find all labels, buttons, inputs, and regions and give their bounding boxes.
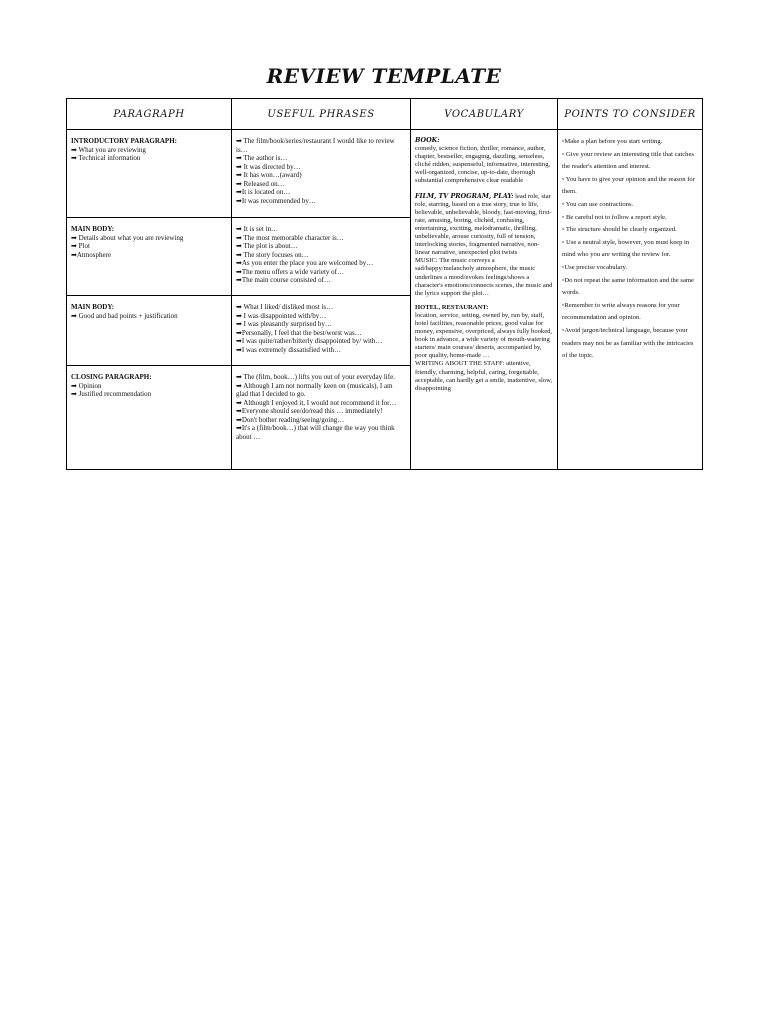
vocab-book-text: comedy, science fiction, thriller, romance, author, chapter, bestseller, engaging, dazzling, senseless, cliché ridden, suspenseful, informative, interesting, well-organized, concise, up-to-date, thorough substantial comprehensive clear readable <box>415 145 551 185</box>
header-vocabulary: VOCABULARY <box>411 99 558 130</box>
phrase-item: ➡I was extremely dissatisfied with… <box>236 345 342 354</box>
point-item: ▫ Use a neutral style, however, you must keep in mind who you are writing the review for. <box>562 238 690 259</box>
phrase-item: ➡It was recommended by… <box>236 196 316 205</box>
phrase-item: ➡Personally, I feel that the best/worst was… <box>236 328 362 337</box>
vocab-book <box>415 136 553 186</box>
table-row <box>67 130 703 218</box>
point-item: ▫Do not repeat the same information and the same words. <box>562 276 694 297</box>
phrases-cell <box>232 296 411 366</box>
paragraph-title: INTRODUCTORY PARAGRAPH: <box>71 137 177 145</box>
point-item: ▫ Be careful not to follow a report style. <box>562 213 667 221</box>
review-template-table <box>66 98 703 470</box>
phrase-item: ➡ I was disappointed with/by… <box>236 311 327 320</box>
vocab-book-label: BOOK: <box>415 136 440 144</box>
paragraph-cell <box>67 366 232 470</box>
header-useful-phrases: USEFUL PHRASES <box>232 99 411 130</box>
paragraph-title: MAIN BODY: <box>71 303 115 311</box>
phrase-item: ➡ It is set in… <box>236 225 279 233</box>
phrases-cell <box>232 366 411 470</box>
points-cell <box>558 130 703 470</box>
paragraph-item: ➡ Opinion <box>71 381 102 390</box>
phrase-item: ➡ The author is… <box>236 154 288 162</box>
paragraph-title: MAIN BODY: <box>71 225 115 233</box>
header-paragraph: PARAGRAPH <box>67 99 232 130</box>
vocab-film-text: lead role, star role, starring, based on a true story, true to life, believable, unbelievable, bloody, fast-moving, first-rate, amusing, boring, clichéd, confusing, entertaining, exciting, melodramatic, thrilling, unbelievable, arouse curiosity, full of tension, interlocking stories, fragmented narrative, non-linear narrative, unexpected plot twists <box>415 192 552 257</box>
phrase-item: ➡ The film/book/series/restaurant I would like to review is… <box>236 137 395 154</box>
paragraph-cell <box>67 218 232 296</box>
paragraph-item: ➡ Plot <box>71 242 90 250</box>
phrases-cell <box>232 130 411 218</box>
point-item: ▫ Give your review an interesting title that catches the reader's attention and interest. <box>562 150 694 171</box>
phrase-item: ➡As you enter the place you are welcomed by… <box>236 259 374 267</box>
phrase-item: ➡ Released on… <box>236 179 285 188</box>
phrase-item: ➡It's a (film/book…) that will change the way you think about … <box>236 424 395 441</box>
paragraph-item: ➡ Justified recommendation <box>71 390 152 398</box>
phrase-item: ➡ It has won…(award) <box>236 171 302 179</box>
paragraph-item: ➡ Technical information <box>71 154 141 162</box>
phrase-item: ➡Everyone should see/do/read this … immediately! <box>236 407 383 415</box>
phrase-item: ➡ The story focuses on… <box>236 250 309 259</box>
page-title: REVIEW TEMPLATE <box>266 64 502 88</box>
phrase-item: ➡The main course consisted of… <box>236 276 331 284</box>
phrase-item: ➡ It was directed by… <box>236 162 301 171</box>
phrase-item: ➡ What I liked/ disliked most is… <box>236 303 334 311</box>
point-item: ▫ The structure should be clearly organized. <box>562 226 677 234</box>
vocabulary-cell <box>411 130 558 470</box>
paragraph-item: ➡ Good and bad points + justification <box>71 311 178 320</box>
point-item: ▫Remember to write always reasons for your recommendation and opinion. <box>562 301 680 322</box>
vocab-hotel-label: HOTEL, RESTAURANT: <box>415 303 489 311</box>
vocab-film <box>415 192 553 258</box>
paragraph-item: ➡ What you are reviewing <box>71 145 146 154</box>
phrase-item: ➡The menu offers a wide variety of… <box>236 267 344 276</box>
phrase-item: ➡ Although I am not normally keen on (musicals), I am glad that I decided to go. <box>236 381 393 398</box>
phrase-item: ➡ Although I enjoyed it, I would not recommend it for… <box>236 398 397 407</box>
header-row <box>67 99 703 130</box>
phrase-item: ➡I was quite/rather/bitterly disappointed by/ with… <box>236 337 383 345</box>
phrase-item: ➡ I was pleasantly surprised by… <box>236 320 332 328</box>
point-item: ▫Avoid jargon/technical language, because your readers may not be as familiar with the intricacies of the topic. <box>562 326 694 360</box>
vocab-hotel <box>415 304 553 361</box>
point-item: ▫ You can use contractions. <box>562 200 634 208</box>
phrase-item: ➡Don't bother reading/seeing/going… <box>236 415 345 424</box>
paragraph-cell <box>67 130 232 218</box>
phrase-item: ➡ The (film, book…) lifts you out of your everyday life. <box>236 373 395 381</box>
vocab-staff-text: WRITING ABOUT THE STAFF: attentive, friendly, charming, helpful, caring, forgettable, acceptable, can hardly get a smile, inattentive, slow, disappointing <box>415 360 553 392</box>
point-item: ▫ You have to give your opinion and the reason for them. <box>562 175 695 196</box>
phrases-cell <box>232 218 411 296</box>
paragraph-item: ➡ Details about what you are reviewing <box>71 233 184 242</box>
phrase-item: ➡It is located on… <box>236 188 291 196</box>
phrase-item: ➡ The most memorable character is… <box>236 233 344 242</box>
phrase-item: ➡ The plot is about… <box>236 242 298 250</box>
paragraph-title: CLOSING PARAGRAPH: <box>71 373 152 381</box>
point-item: ▫Use precise vocabulary. <box>562 263 628 271</box>
paragraph-item: ➡Atmosphere <box>71 250 112 259</box>
point-item: ▫Make a plan before you start writing. <box>562 138 663 145</box>
vocab-film-label: FILM, TV PROGRAM, PLAY: <box>415 191 514 200</box>
vocab-music-text: MUSIC: The music conveys a sad/happy/melancholy atmosphere, the music underlines a mood/evokes feelings/shows a character's emotions/connects scenes, the music and the lyrics support the plot… <box>415 257 553 297</box>
paragraph-cell <box>67 296 232 366</box>
vocab-hotel-text: location, service, setting, owned by, run by, staff, hotel facilities, reasonable prices, good value for money, expensive, overpriced, always fully booked, book in advance, a wide variety of mouth-watering starters/ main courses/ deserts, accompanied by, poor quality, home-made … <box>415 311 553 360</box>
header-points-to-consider: POINTS TO CONSIDER <box>558 99 703 130</box>
